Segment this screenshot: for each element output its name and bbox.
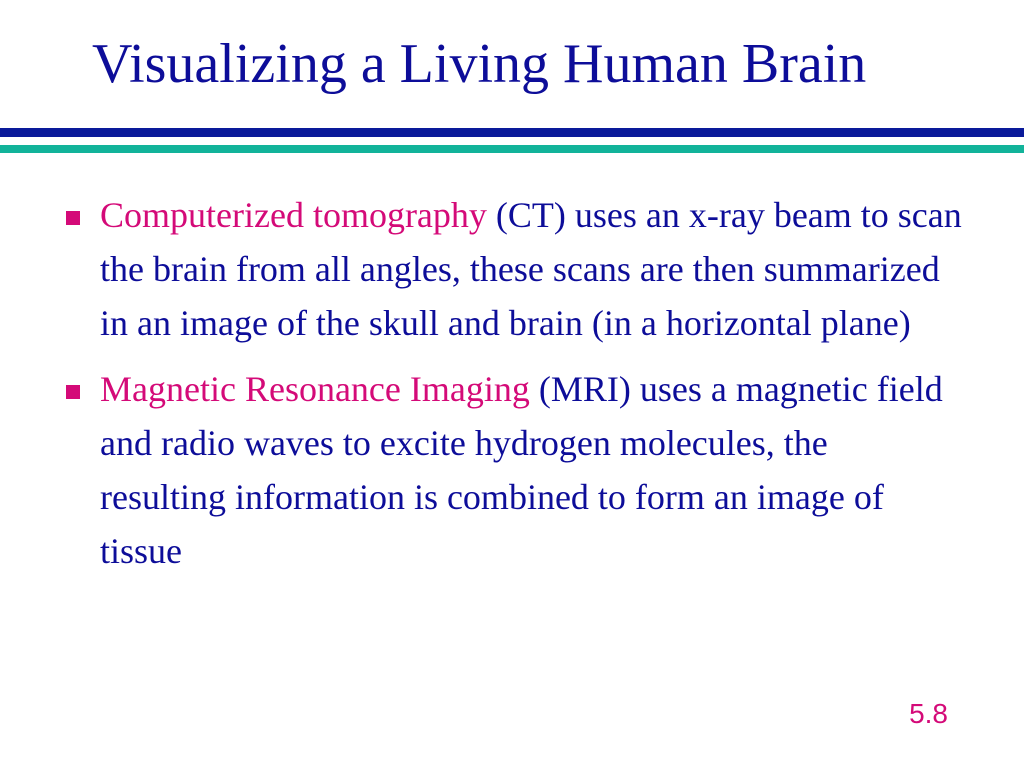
bullet-item-mri (62, 362, 962, 578)
title-rule-teal (0, 145, 1024, 153)
title-rule-blue (0, 128, 1024, 137)
bullet-term-mri: Magnetic Resonance Imaging (100, 369, 530, 409)
bullet-item-ct (62, 188, 962, 350)
bullet-text-mri: (MRI) uses a magnetic field and radio waves to excite hydrogen molecules, the resulting information is combined to form an image of tissue (100, 369, 943, 571)
bullet-list (62, 188, 962, 590)
slide-number: 5.8 (909, 698, 948, 729)
square-bullet-icon (66, 385, 80, 399)
square-bullet-icon (66, 211, 80, 225)
bullet-term-ct: Computerized tomography (100, 195, 487, 235)
slide-title: Visualizing a Living Human Brain (92, 33, 867, 95)
bullet-text-ct: (CT) uses an x-ray beam to scan the brain from all angles, these scans are then summarized in an image of the skull and brain (in a horizontal plane) (100, 195, 962, 343)
